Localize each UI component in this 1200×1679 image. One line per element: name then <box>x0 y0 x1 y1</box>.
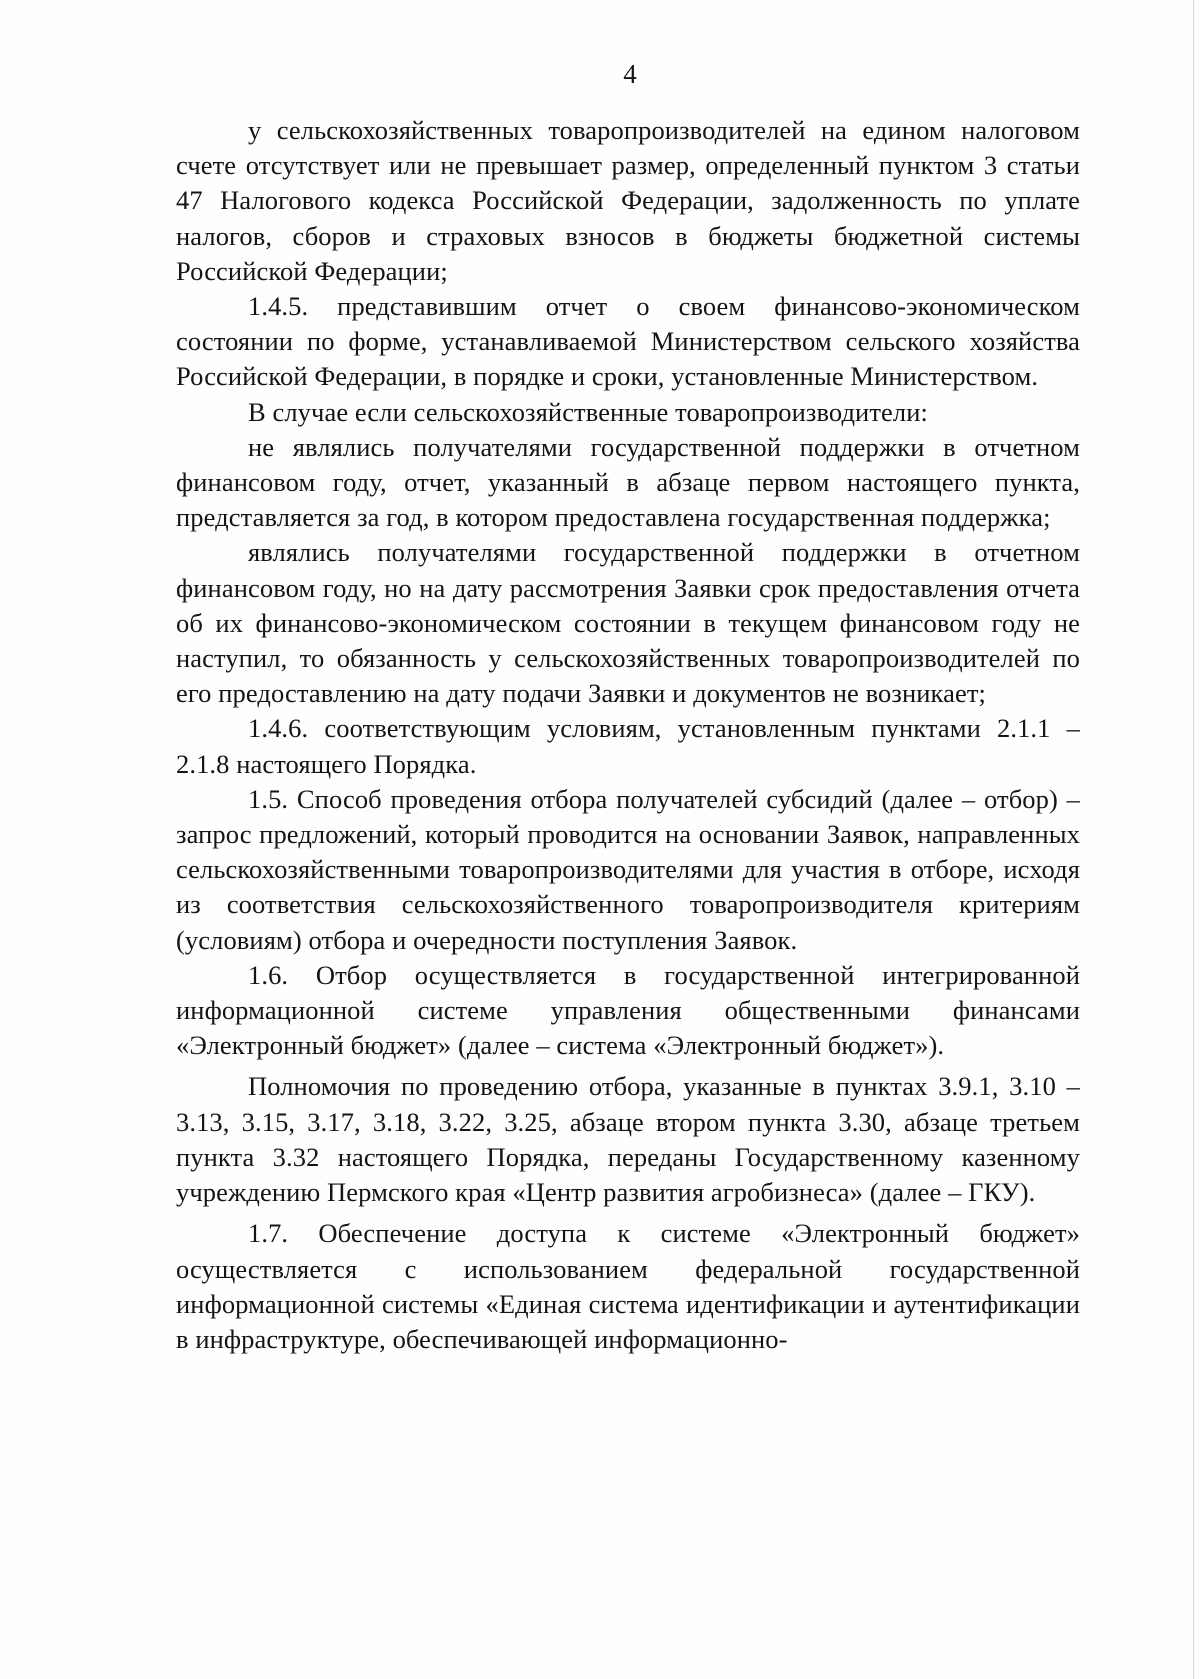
paragraph-not-recipients: не являлись получателями государственной поддержки в отчетном финансовом году, отчет, указанный в абзаце первом настоящего пункта, представляется за год, в котором предоставлена государственная поддержка; <box>176 431 1080 533</box>
paragraph-1-4-5: 1.4.5. представившим отчет о своем финансово-экономическом состоянии по форме, устанавливаемой Министерством сельского хозяйства Российской Федерации, в порядке и сроки, установленные Министерством. <box>176 291 1080 392</box>
paragraph-authority: Полномочия по проведению отбора, указанные в пунктах 3.9.1, 3.10 – 3.13, 3.15, 3.17, 3.18, 3.22, 3.25, абзаце втором пункта 3.30, абзаце третьем пункта 3.32 настоящего Порядка, переданы Государственному казенному учреждению Пермского края «Центр развития агробизнеса» (далее – ГКУ). <box>176 1071 1080 1208</box>
paragraph-1-4-6: 1.4.6. соответствующим условиям, установленным пунктами 2.1.1 – 2.1.8 настоящего Порядка. <box>176 713 1080 779</box>
paragraph-case-if: В случае если сельскохозяйственные товаропроизводители: <box>248 396 928 427</box>
paragraph-tax-debt: у сельскохозяйственных товаропроизводителей на едином налоговом счете отсутствует или не превышает размер, определенный пунктом 3 статьи 47 Налогового кодекса Российской Федерации, задолженность по уплате налогов, сборов и страховых взносов в бюджеты бюджетной системы Российской Федерации; <box>176 115 1080 286</box>
paragraph-1-7: 1.7. Обеспечение доступа к системе «Электронный бюджет» осуществляется с использованием федеральной государственной информационной системы «Единая система идентификации и аутентификации в инфраструктуре, обеспечивающей информационно- <box>176 1218 1080 1354</box>
scan-edge-line <box>1193 0 1194 1679</box>
paragraph-1-5: 1.5. Способ проведения отбора получателей субсидий (далее – отбор) – запрос предложений, который проводится на основании Заявок, направленных сельскохозяйственными товаропроизводителями для участия в отборе, исходя из соответствия сельскохозяйственного товаропроизводителя критериям (условиям) отбора и очередности поступления Заявок. <box>176 783 1080 955</box>
page-number: 4 <box>623 59 637 89</box>
paragraph-were-recipients: являлись получателями государственной поддержки в отчетном финансовом году, но на дату рассмотрения Заявки срок предоставления отчета об их финансово-экономическом состоянии в текущем финансовом году не наступил, то обязанность у сельскохозяйственных товаропроизводителей по его предоставлению на дату подачи Заявки и документов не возникает; <box>176 537 1080 709</box>
document-body <box>176 113 1080 1357</box>
paragraph-1-6: 1.6. Отбор осуществляется в государственной интегрированной информационной системе управления общественными финансами «Электронный бюджет» (далее – система «Электронный бюджет»). <box>176 959 1080 1061</box>
